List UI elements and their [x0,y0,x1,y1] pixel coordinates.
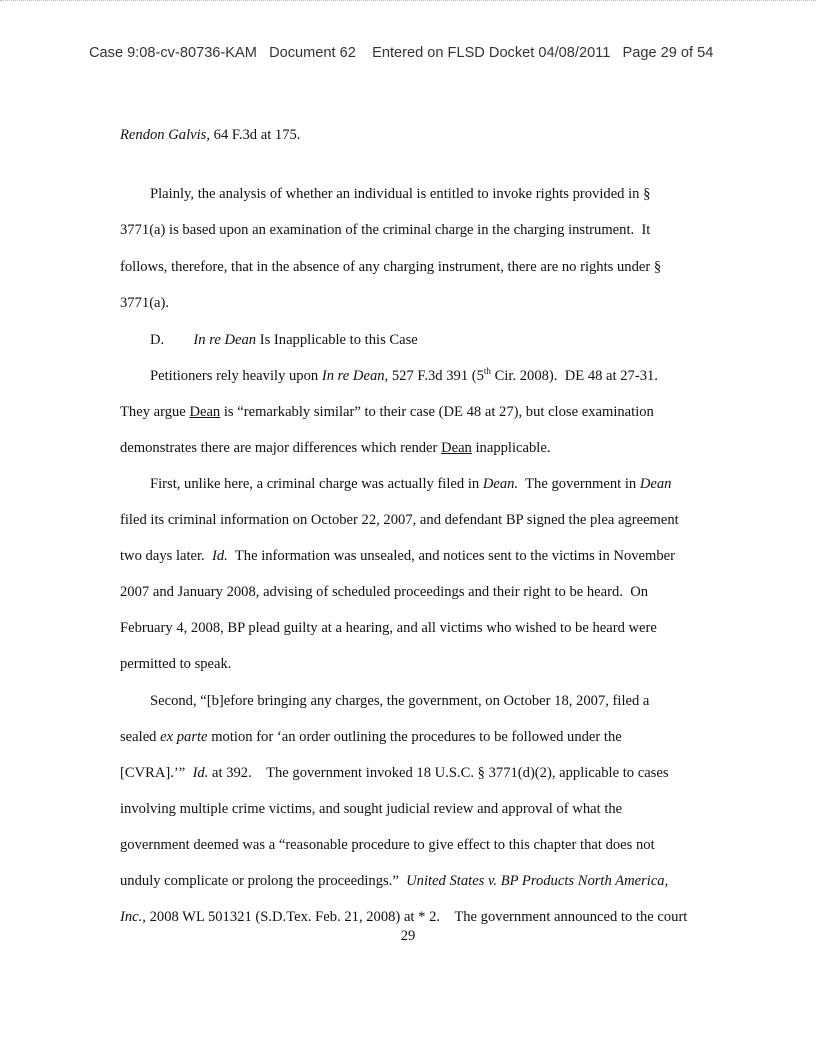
text-line [150,185,650,203]
italic-citation: Id. [212,548,228,564]
text-line [120,728,622,746]
text-segment: [CVRA].’” [120,765,193,781]
text-line [120,764,669,782]
text-segment: They argue [120,404,190,420]
text-segment: motion for ‘an order outlining the procedures to be followed under the [207,729,622,745]
text-segment: sealed [120,729,161,745]
page-number: 29 [400,928,416,944]
italic-citation: ex parte [160,729,208,745]
text-line [120,800,622,818]
text-segment: follows, therefore, that in the absence of any charging instrument, there are no rights under § [120,259,662,275]
italic-citation: In re Dean [321,368,385,384]
text-line [150,475,671,493]
docket-header: Case 9:08-cv-80736-KAM Document 62 Entered on FLSD Docket 04/08/2011 Page 29 of 54 [89,45,714,61]
text-line [120,908,687,926]
text-line [120,294,169,312]
italic-citation: Dean [639,476,672,492]
text-segment: involving multiple crime victims, and sought judicial review and approval of what the [120,801,623,817]
italic-citation: Dean. [482,476,519,492]
text-segment: 2007 and January 2008, advising of scheduled proceedings and their right to be heard. On [120,584,649,600]
text-segment: two days later. [120,548,213,564]
italic-citation: In re Dean [193,332,257,348]
text-segment: February 4, 2008, BP plead guilty at a hearing, and all victims who wished to be heard were [120,620,657,636]
text-line [120,511,679,529]
text-segment: government deemed was a “reasonable procedure to give effect to this chapter that does not [120,837,655,853]
text-segment: 3771(a). [120,295,170,311]
text-line [120,547,675,565]
text-segment: , 527 F.3d 391 (5 [384,368,484,384]
text-segment: at 392. The government invoked 18 U.S.C. § 3771(d)(2), applicable to cases [208,765,669,781]
text-line [120,258,661,276]
text-segment: Plainly, the analysis of whether an individual is entitled to invoke rights provided in § [150,186,651,202]
text-segment: , 2008 WL 501321 (S.D.Tex. Feb. 21, 2008) at * 2. The government announced to the court [142,909,688,925]
scan-artifact [0,0,816,7]
text-segment: Second, “[b]efore bringing any charges, the government, on October 18, 2007, filed a [150,693,650,709]
underlined-text: Dean [441,440,472,456]
text-line [120,403,654,421]
text-segment: demonstrates there are major differences which render [120,440,442,456]
text-line [120,221,650,239]
italic-citation: Inc. [120,909,143,925]
text-line [120,439,550,457]
underlined-text: Dean [189,404,221,420]
text-segment: 3771(a) is based upon an examination of the criminal charge in the charging instrument. It [120,222,651,238]
text-segment: permitted to speak. [120,656,232,672]
text-line [150,331,418,349]
text-segment: Cir. 2008). DE 48 at 27-31. [490,368,658,384]
text-line [120,126,300,144]
text-line [150,367,658,385]
italic-citation: Id. [192,765,209,781]
text-segment: Petitioners rely heavily upon [150,368,322,384]
text-line [120,619,657,637]
text-line [120,583,648,601]
text-line [120,655,231,673]
text-line [120,872,668,890]
text-segment: The government in [518,476,640,492]
text-line [120,836,655,854]
text-segment: is “remarkably similar” to their case (DE 48 at 27), but close examination [220,404,654,420]
italic-citation: United States v. BP Products North America, [406,873,669,889]
text-segment: D. [150,332,194,348]
text-segment: Is Inapplicable to this Case [256,332,418,348]
text-segment: First, unlike here, a criminal charge was actually filed in [150,476,483,492]
text-segment: filed its criminal information on October 22, 2007, and defendant BP signed the plea agreement [120,512,679,528]
text-segment: inapplicable. [471,440,551,456]
text-segment: , 64 F.3d at 175. [206,127,301,143]
text-segment: th [483,366,491,377]
italic-citation: Rendon Galvis [120,127,207,143]
text-segment: The information was unsealed, and notices sent to the victims in November [227,548,675,564]
text-line [150,692,649,710]
text-segment: unduly complicate or prolong the proceedings.” [120,873,407,889]
